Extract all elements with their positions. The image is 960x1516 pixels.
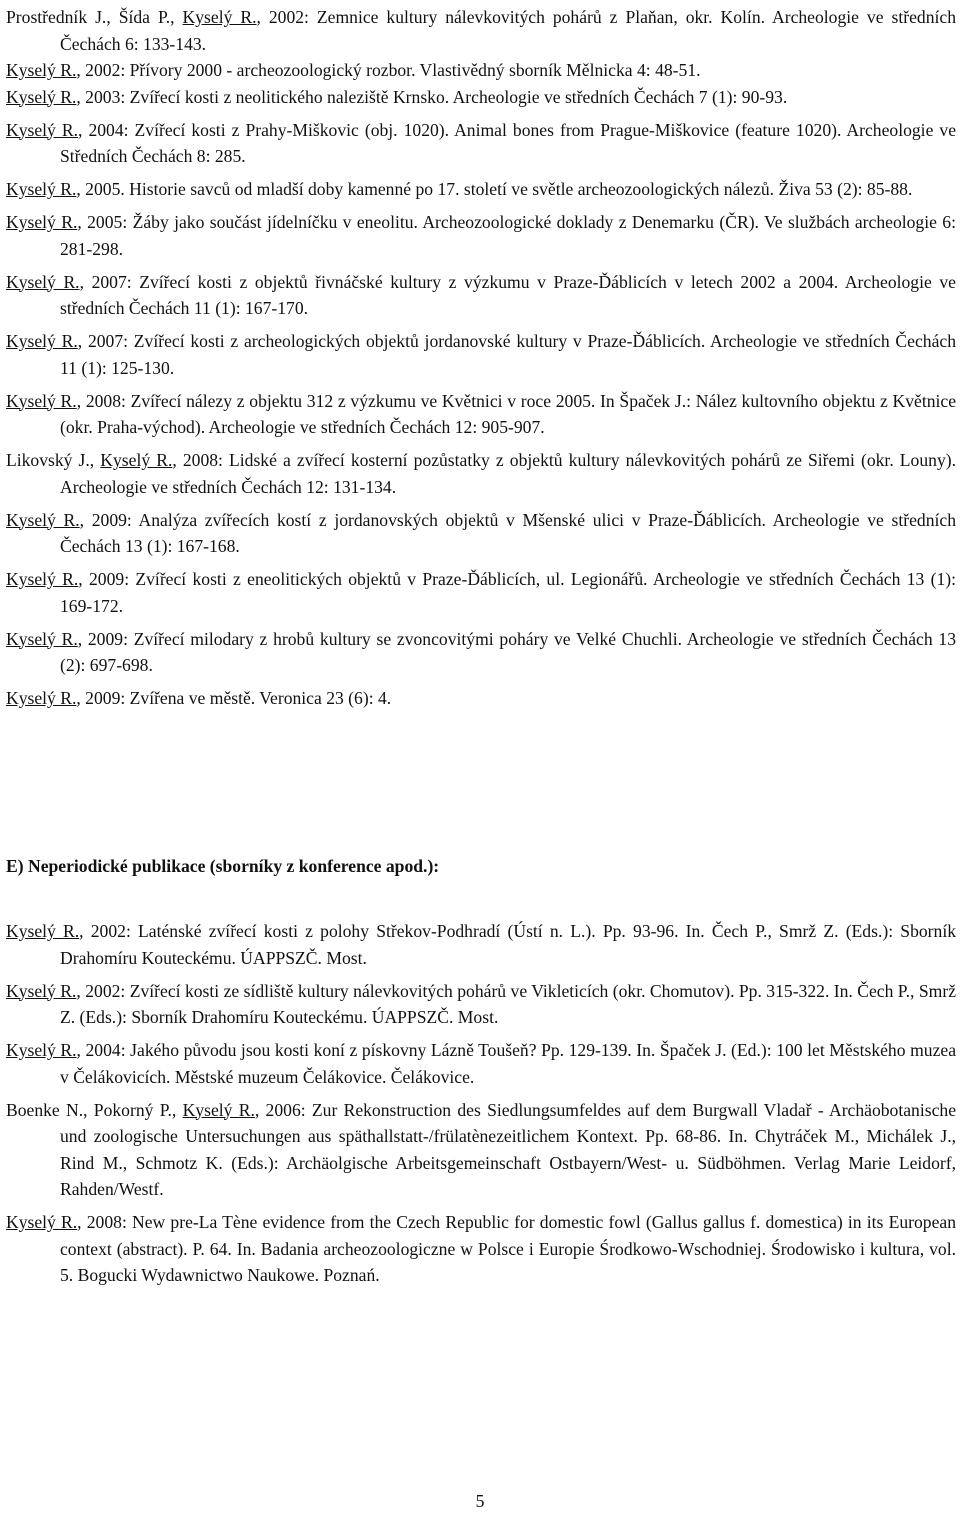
reference-entry: Prostředník J., Šída P., Kyselý R., 2002: Zemnice kultury nálevkovitých pohárů z Plaňan, okr. Kolín. Archeologie ve středních Čechách 6: 133-143. [6, 7, 956, 54]
reference-entry: Kyselý R., 2007: Zvířecí kosti z objektů řivnáčské kultury z výzkumu v Praze-Ďáblicích v letech 2002 a 2004. Archeologie ve středních Čechách 11 (1): 167-170. [6, 271, 956, 318]
author-name: Kyselý R. [6, 390, 77, 411]
author-name: Kyselý R. [6, 86, 77, 107]
reference-entry: Kyselý R., 2008: New pre-La Tène evidence from the Czech Republic for domestic fowl (Gallus gallus f. domestica) in its European context (abstract). P. 64. In. Badania archeozoologiczne w Polsce i Europie Środkowo-Wschodniej. Środowisko i kultura, vol. 5. Bogucki Wydawnictwo Naukowe. Poznań. [6, 1212, 957, 1285]
author-name: Kyselý R. [6, 212, 78, 232]
author-name: Kyselý R. [6, 60, 77, 80]
author-name: Kyselý R. [182, 1099, 255, 1120]
author-name: Kyselý R. [182, 7, 257, 27]
author-name: Kyselý R. [6, 1040, 77, 1060]
reference-entry: Kyselý R., 2005: Žáby jako součást jídelníčku v eneolitu. Archeozoologické doklady z Denemarku (ČR). Ve službách archeologie 6: 281-298. [6, 212, 956, 259]
author-name: Kyselý R. [6, 569, 79, 589]
reference-entry: Kyselý R., 2009: Zvířena ve městě. Veronica 23 (6): 4. [6, 688, 392, 708]
reference-list-nonperiodical [6, 918, 956, 1295]
author-name: Kyselý R. [6, 331, 78, 351]
author-name: Kyselý R. [6, 271, 80, 292]
reference-entry: Kyselý R., 2005. Historie savců od mladší doby kamenné po 17. století ve světle archeozoologických nálezů. Živa 53 (2): 85-88. [6, 179, 913, 199]
reference-list [6, 4, 956, 718]
author-name: Kyselý R. [6, 1212, 78, 1232]
reference-entry: Kyselý R., 2007: Zvířecí kosti z archeologických objektů jordanovské kultury v Praze-Ďáblicích. Archeologie ve středních Čechách 11 (1): 125-130. [6, 331, 956, 378]
reference-entry: Likovský J., Kyselý R., 2008: Lidské a zvířecí kosterní pozůstatky z objektů kultury nálevkovitých pohárů ze Siřemi (okr. Louny). Archeologie ve středních Čechách 12: 131-134. [6, 450, 957, 497]
reference-entry: Kyselý R., 2002: Přívory 2000 - archeozoologický rozbor. Vlastivědný sborník Mělnicka 4: 48-51. [6, 60, 701, 80]
reference-entry: Kyselý R., 2003: Zvířecí kosti z neolitického naleziště Krnsko. Archeologie ve středních Čechách 7 (1): 90-93. [6, 86, 788, 107]
author-name: Kyselý R. [6, 980, 77, 1001]
reference-entry: Kyselý R., 2002: Laténské zvířecí kosti z polohy Střekov-Podhradí (Ústí n. L.). Pp. 93-96. In. Čech P., Smrž Z. (Eds.): Sborník Drahomíru Kouteckému. ÚAPPSZČ. Most. [6, 921, 956, 968]
section-heading: E) Neperiodické publikace (sborníky z konference apod.): [6, 856, 440, 876]
author-name: Kyselý R. [6, 688, 77, 708]
reference-entry: Kyselý R., 2004: Zvířecí kosti z Prahy-Miškovic (obj. 1020). Animal bones from Prague-Miškovice (feature 1020). Archeologie ve Středních Čechách 8: 285. [6, 119, 957, 166]
author-name: Kyselý R. [6, 509, 80, 530]
author-name: Kyselý R. [6, 628, 78, 649]
author-name: Kyselý R. [6, 179, 77, 199]
author-name: Kyselý R. [100, 450, 173, 470]
author-name: Kyselý R. [6, 119, 79, 140]
author-name: Kyselý R. [6, 921, 80, 941]
reference-entry: Kyselý R., 2009: Analýza zvířecích kostí z jordanovských objektů v Mšenské ulici v Praze-Ďáblicích. Archeologie ve středních Čechách 13 (1): 167-168. [6, 509, 957, 556]
reference-entry: Kyselý R., 2009: Zvířecí milodary z hrobů kultury se zvoncovitými poháry ve Velké Chuchli. Archeologie ve středních Čechách 13 (2): 697-698. [6, 628, 956, 675]
reference-entry: Boenke N., Pokorný P., Kyselý R., 2006: Zur Rekonstruction des Siedlungsumfeldes auf dem Burgwall Vladař - Archäobotanische und zoologische Untersuchungen aus späthallstatt-/frülatènezeitlichem Kontext. Pp. 68-86. In. Chytráček M., Michálek J., Rind M., Schmotz K. (Eds.): Archäolgische Arbeitsgemeinschaft Ostbayern/West- u. Südböhmen. Verlag Marie Leidorf, Rahden/Westf. [6, 1099, 956, 1199]
reference-entry: Kyselý R., 2004: Jakého původu jsou kosti koní z pískovny Lázně Toušeň? Pp. 129-139. In. Špaček J. (Ed.): 100 let Městského muzea v Čelákovicích. Městské muzeum Čelákovice. Čelákovice. [6, 1040, 956, 1087]
page-number: 5 [475, 1491, 485, 1511]
reference-entry: Kyselý R., 2008: Zvířecí nálezy z objektu 312 z výzkumu ve Květnici v roce 2005. In Špaček J.: Nález kultovního objektu z Květnice (okr. Praha-východ). Archeologie ve středních Čechách 12: 905-907. [6, 390, 957, 437]
reference-entry: Kyselý R., 2009: Zvířecí kosti z eneolitických objektů v Praze-Ďáblicích, ul. Legionářů. Archeologie ve středních Čechách 13 (1): 169-172. [6, 569, 957, 616]
reference-entry: Kyselý R., 2002: Zvířecí kosti ze sídliště kultury nálevkovitých pohárů ve Vikleticích (okr. Chomutov). Pp. 315-322. In. Čech P., Smrž Z. (Eds.): Sborník Drahomíru Kouteckému. ÚAPPSZČ. Most. [6, 980, 957, 1027]
